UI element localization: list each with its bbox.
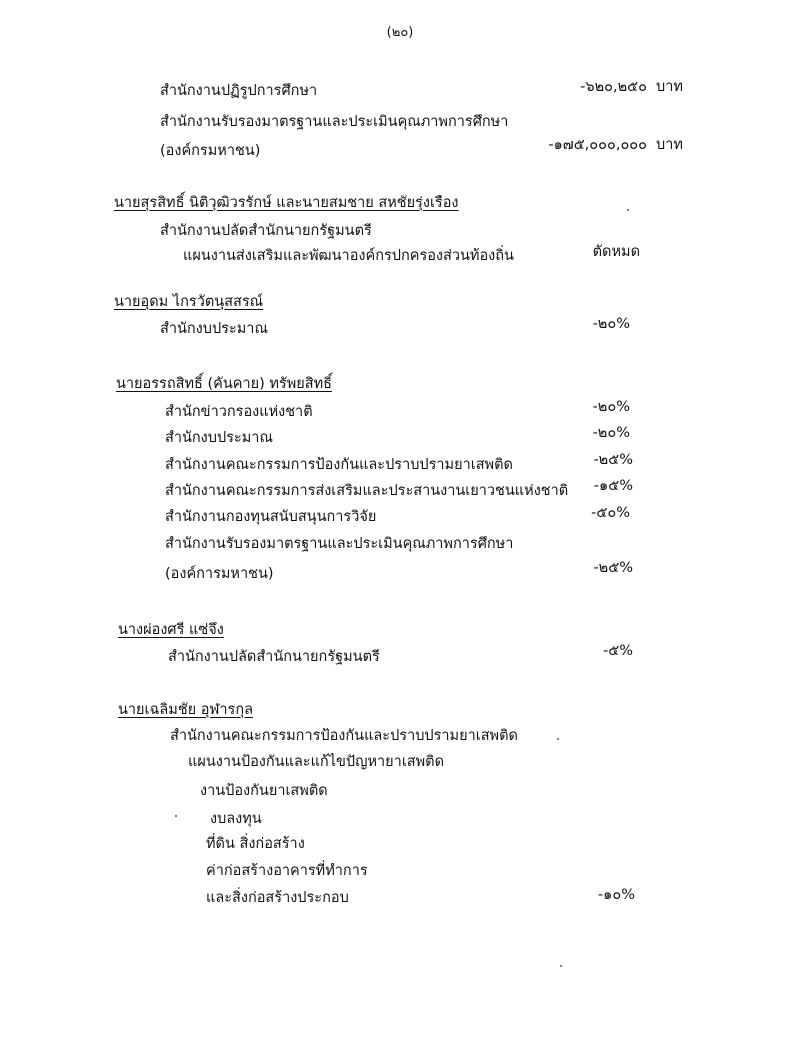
section3-item-label: สำนักข่าวกรองแห่งชาติ (165, 404, 313, 420)
section1-value: ตัดหมด (592, 244, 640, 260)
section5-building: ค่าก่อสร้างอาคารที่ทำการ (206, 863, 368, 879)
section4-heading: นางผ่องศรี แซ่จึง (118, 622, 224, 638)
section3-onesqa-line2: (องค์การมหาชน) (165, 566, 274, 582)
section4-value: -๕% (603, 643, 633, 659)
section3-item-value: -๒๕% (593, 452, 633, 468)
section5-land: ที่ดิน สิ่งก่อสร้าง (206, 836, 305, 852)
section1-office: สำนักงานปลัดสำนักนายกรัฐมนตรี (160, 223, 372, 239)
section1-plan: แผนงานส่งเสริมและพัฒนาองค์กรปกครองส่วนท้องถิ่น (183, 248, 514, 264)
section5-plan: แผนงานป้องกันและแก้ไขปัญหายาเสพติด (188, 754, 445, 770)
page-number: (๒๐) (386, 25, 414, 40)
scan-speck (560, 965, 562, 967)
section3-onesqa-value: -๒๕% (593, 560, 633, 576)
section3-item-label: สำนักงานคณะกรรมการป้องกันและปราบปรามยาเสพติด (165, 457, 513, 473)
section4-office: สำนักงานปลัดสำนักนายกรัฐมนตรี (168, 649, 380, 665)
scan-speck (627, 209, 629, 211)
section3-heading: นายอรรถสิทธิ์ (คันคาย) ทรัพยสิทธิ์ (116, 376, 333, 392)
item-education-reform-unit: บาท (656, 79, 683, 95)
item-education-reform-value: -๖๒๐,๒๕๐ (580, 79, 647, 95)
scan-speck (175, 815, 177, 817)
section2-value: -๒๐% (592, 316, 630, 332)
section5-value: -๑๐% (597, 887, 635, 903)
section3-item-label: สำนักงานกองทุนสนับสนุนการวิจัย (165, 509, 377, 525)
section5-budget: งบลงทุน (210, 811, 262, 827)
section2-heading: นายอุดม ไกรวัตนุสสรณ์ (114, 294, 264, 310)
section5-heading: นายเฉลิมชัย อุฬารกุล (118, 702, 253, 718)
section5-task: งานป้องกันยาเสพติด (200, 783, 328, 799)
scan-speck (557, 738, 559, 740)
item-education-reform-office: สำนักงานปฏิรูปการศึกษา (160, 83, 318, 99)
section3-item-value: -๒๐% (592, 425, 630, 441)
section5-office: สำนักงานคณะกรรมการป้องกันและปราบปรามยาเสพติด (170, 728, 518, 744)
section3-onesqa-line1: สำนักงานรับรองมาตรฐานและประเมินคุณภาพการศึกษา (165, 536, 514, 552)
section3-item-value: -๕๐% (591, 505, 630, 521)
section1-heading: นายสุรสิทธิ์ นิติวุฒิวรรักษ์ และนายสมชาย สหชัยรุ่งเรือง (114, 195, 459, 211)
item-onesqa-line2: (องค์กรมหาชน) (160, 143, 261, 159)
section5-structure: และสิ่งก่อสร้างประกอบ (206, 890, 349, 906)
section3-item-value: -๑๕% (593, 478, 633, 494)
item-onesqa-line1: สำนักงานรับรองมาตรฐานและประเมินคุณภาพการศึกษา (160, 114, 509, 130)
item-onesqa-value: -๑๗๕,๐๐๐,๐๐๐ (548, 137, 647, 153)
item-onesqa-unit: บาท (656, 137, 683, 153)
section3-item-label: สำนักงบประมาณ (165, 430, 273, 446)
section3-item-label: สำนักงานคณะกรรมการส่งเสริมและประสานงานเยาวชนแห่งชาติ (165, 483, 569, 499)
section3-item-value: -๒๐% (592, 399, 630, 415)
section2-office: สำนักงบประมาณ (160, 321, 268, 337)
